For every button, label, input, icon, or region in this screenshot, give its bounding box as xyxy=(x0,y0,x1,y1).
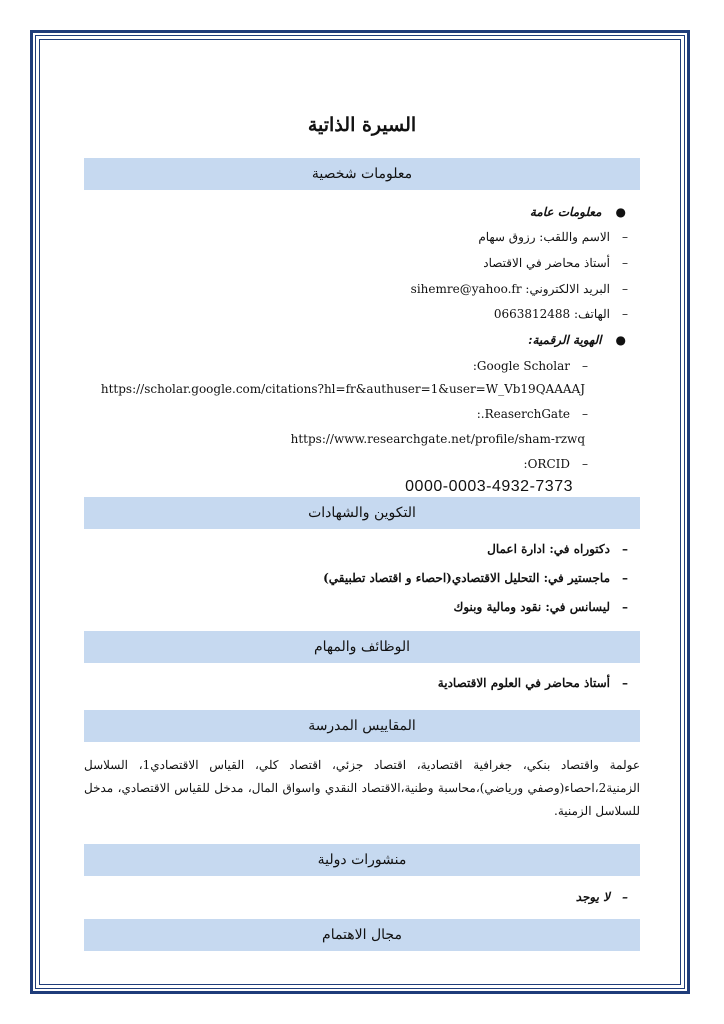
dash-icon: – xyxy=(622,256,628,270)
general-info-item xyxy=(530,205,626,219)
section-heading-publications: منشورات دولية xyxy=(84,844,640,876)
education-item-text: دكتوراه في: ادارة اعمال xyxy=(487,542,610,556)
dash-icon: – xyxy=(622,282,628,296)
digital-id-label: الهوية الرقمية: xyxy=(528,333,602,347)
cv-content xyxy=(84,0,640,1024)
scholar-label: Google Scholar: xyxy=(472,359,570,373)
scholar-link[interactable]: https://scholar.google.com/citations?hl=fr&authuser=1&user=W_Vb19QAAAAJ xyxy=(100,382,585,396)
position-text: أستاذ محاضر في الاقتصاد xyxy=(483,256,610,270)
email-text[interactable]: البريد الالكتروني: sihemre@yahoo.fr xyxy=(410,282,610,296)
section-heading-interests: مجال الاهتمام xyxy=(84,919,640,951)
bullet-icon: ● xyxy=(615,333,626,347)
education-item-text: ليسانس في: نقود ومالية وبنوك xyxy=(453,600,610,614)
job-item xyxy=(438,676,640,690)
section-heading-education: التكوين والشهادات xyxy=(84,497,640,529)
dash-icon: – xyxy=(622,571,628,585)
dash-icon: – xyxy=(622,307,628,321)
orcid-item xyxy=(524,457,600,471)
name-item xyxy=(478,230,640,244)
dash-icon: – xyxy=(622,676,628,690)
dash-icon: – xyxy=(582,407,588,421)
education-item xyxy=(453,600,640,614)
position-item xyxy=(483,256,640,270)
orcid-label: ORCID: xyxy=(523,457,570,471)
bullet-icon: ● xyxy=(615,205,626,219)
orcid-value[interactable]: 0000-0003-4932-7373 xyxy=(405,478,573,495)
phone-text: الهاتف: 0663812488 xyxy=(493,307,610,321)
dash-icon: – xyxy=(622,230,628,244)
name-text: الاسم واللقب: رزوق سهام xyxy=(478,230,610,244)
dash-icon: – xyxy=(622,890,628,904)
digital-id-item xyxy=(528,333,626,347)
scholar-item xyxy=(473,359,600,373)
email-item xyxy=(411,282,640,296)
section-heading-courses: المقاييس المدرسة xyxy=(84,710,640,742)
dash-icon: – xyxy=(622,600,628,614)
phone-item xyxy=(494,307,640,321)
education-item-text: ماجستير في: التحليل الاقتصادي(احصاء و اقتصاد تطبيقي) xyxy=(323,571,610,585)
researchgate-label: ReaserchGate.: xyxy=(476,407,570,421)
researchgate-item xyxy=(477,407,600,421)
researchgate-link[interactable]: https://www.researchgate.net/profile/sham-rzwq xyxy=(290,432,585,446)
dash-icon: – xyxy=(582,457,588,471)
education-item xyxy=(323,571,640,585)
publication-item-text: لا يوجد xyxy=(575,890,610,904)
section-heading-jobs: الوظائف والمهام xyxy=(84,631,640,663)
dash-icon: – xyxy=(582,359,588,373)
job-item-text: أستاذ محاضر في العلوم الاقتصادية xyxy=(437,676,610,690)
dash-icon: – xyxy=(622,542,628,556)
courses-paragraph: عولمة واقتصاد بنكي، جغرافية اقتصادية، اقتصاد جزئي، اقتصاد كلي، القياس الاقتصادي1، السلاسل الزمنية2،احصاء(وصفي ورياضي)،محاسبة وطنية،الاقتصاد النقدي واسواق المال، مدخل للقياس الاقتصادي، مدخل للسلاسل الزمنية. xyxy=(84,758,640,818)
publication-item xyxy=(576,890,640,904)
general-info-label: معلومات عامة xyxy=(529,205,602,219)
page-title: السيرة الذاتية xyxy=(307,114,417,136)
section-heading-personal: معلومات شخصية xyxy=(84,158,640,190)
education-item xyxy=(487,542,640,556)
